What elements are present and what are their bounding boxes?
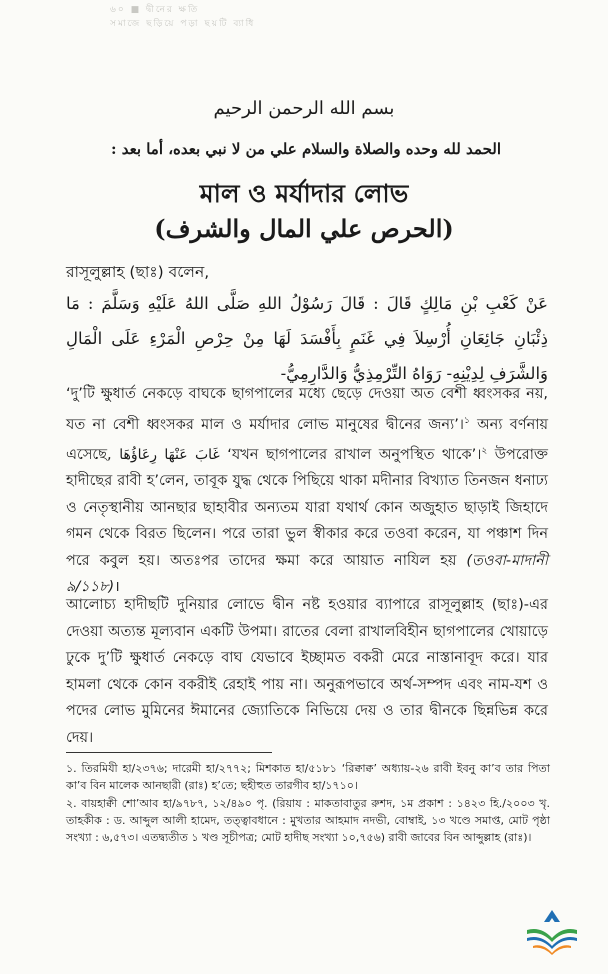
hadith-arabic-text: عَنْ كَعْبِ بْنِ مَالِكٍ قَالَ : قَالَ رَسُوْلُ اللهِ صَلَّى اللهُ عَلَيْهِ وَسَلَّمَ : مَا ذِئْبَانِ جَائِعَانِ أُرْسِلاَ فِي غَنَمٍ بِأَفْسَدَ لَهَا مِنْ حِرْصِ الْمَرْءِ عَلَى الْمَالِ وَالشَّرَفِ لِدِيْنِهِ- رَوَاهُ التِّرْمِذِيُّ وَالدَّارِمِيُّ- [66, 294, 548, 383]
footnote-ref-1: ১ [464, 415, 470, 426]
footnote-1: ১. তিরমিযী হা/২৩৭৬; দারেমী হা/২৭৭২; মিশকাত হা/৫১৮১ ‘রিক্বাক্ব’ অধ্যায়-২৬ রাবী ইবনু কা’ব তার পিতা কা’ব বিন মালেক আনছারী (রাঃ) হ’তে; ছহীহুত তারগীব হা/১৭১০। [66, 762, 550, 792]
footnote-divider [66, 752, 272, 753]
footnote-2: ২. বায়হাক্বী শো’আব হা/৯৭৮৭, ১২/৪৯০ পৃ. (রিয়ায : মাকতাবাতুর রুশদ, ১ম প্রকাশ : ১৪২৩ হি./২০০৩ খৃ. তাহকীক : ড. আব্দুল আলী হামেদ, তত্ত্বাবধানে : মুখতার আহমাদ নদভী, বোম্বাই, ১৩ খণ্ডে সমাপ্ত, মোট পৃষ্ঠা সংখ্যা : ৬,৫৭৩। এতদ্ব্যতীত ১ খণ্ড সূচীপত্র; মোট হাদীছ সংখ্যা ১০,৭৫৬) রাবী জাবের বিন আব্দুল্লাহ (রাঃ)। [66, 797, 550, 844]
hamd-line: الحمد لله وحده والصلاة والسلام علي من لا نبي بعده، أما بعد : [110, 140, 502, 158]
paragraph-end: । [114, 579, 120, 596]
translation-text-3: ‘যখন ছাগপালের রাখাল অনুপস্থিত থাকে’। [219, 446, 482, 463]
translation-text-2: অন্য বর্ণনায় এসেছে, [66, 416, 549, 463]
hadith-intro: রাসূলুল্লাহ (ছাঃ) বলেন, [66, 263, 210, 281]
bleed-line-2: সমাজে ছড়িয়ে পড়া ছয়টি ব্যাধি [110, 19, 256, 29]
quran-reference: (তওবা-মাদানী ৯/১১৮) [66, 552, 548, 596]
translation-paragraph [66, 381, 548, 601]
inline-arabic-phrase: غَابَ عَنْهَا رِعَاؤُهَا [119, 446, 220, 463]
publisher-logo-icon [523, 906, 581, 956]
translation-text-1: ‘দু’টি ক্ষুধার্ত নেকড়ে বাঘকে ছাগপালের মধ্যে ছেড়ে দেওয়া অত বেশী ধ্বংসকর নয়, যত না বেশী ধ্বংসকর মাল ও মর্যাদার লোভ মানুষের দ্বীনের জন্য’। [66, 386, 548, 433]
bismillah: بسم الله الرحمن الرحيم [213, 98, 395, 119]
chapter-title-bengali: মাল ও মর্যাদার লোভ [199, 179, 409, 208]
explanation-paragraph: আলোচ্য হাদীছটি দুনিয়ার লোভে দ্বীন নষ্ট হওয়ার ব্যাপারে রাসূলুল্লাহ (ছাঃ)-এর দেওয়া অত্যন্ত মূল্যবান একটি উপমা। রাতের বেলা রাখালবিহীন ছাগপালের খোয়াড়ে ঢুকে দু’টি ক্ষুধার্ত নেকড়ে বাঘ যেভাবে ইচ্ছামত বকরী মেরে নাস্তানাবূদ করে। যার হামলা থেকে কোন বকরীই রেহাই পায় না। অনুরূপভাবে অর্থ-সম্পদ এবং নাম-যশ ও পদের লোভ মুমিনের ঈমানের জ্যোতিকে নিভিয়ে দেয় ও তার দ্বীনকে ছিন্নভিন্ন করে দেয়। [66, 597, 548, 746]
chapter-title-arabic: (الحرص علي المال والشرف) [154, 214, 454, 243]
narrator-text: উপরোক্ত হাদীছের রাবী হ’লেন, তাবূক যুদ্ধ থেকে পিছিয়ে থাকা মদীনার বিখ্যাত তিনজন ধনাঢ্য ও নেতৃস্থানীয় আনছার ছাহাবীর অন্যতম যারা যথার্থ কোন অজুহাত ছাড়াই জিহাদে গমন থেকে বিরত ছিলেন। পরে তারা ভুল স্বীকার করে তওবা করেন, যা পঞ্চাশ দিন পরে কবুল হয়। অতঃপর তাদের ক্ষমা করে আয়াত নাযিল হয় [66, 446, 548, 569]
footnote-ref-2: ২ [481, 445, 488, 456]
bleed-line-1: ৬০ ■ দ্বীনের ক্ষতি [110, 5, 200, 15]
bleed-through-text [110, 2, 530, 30]
